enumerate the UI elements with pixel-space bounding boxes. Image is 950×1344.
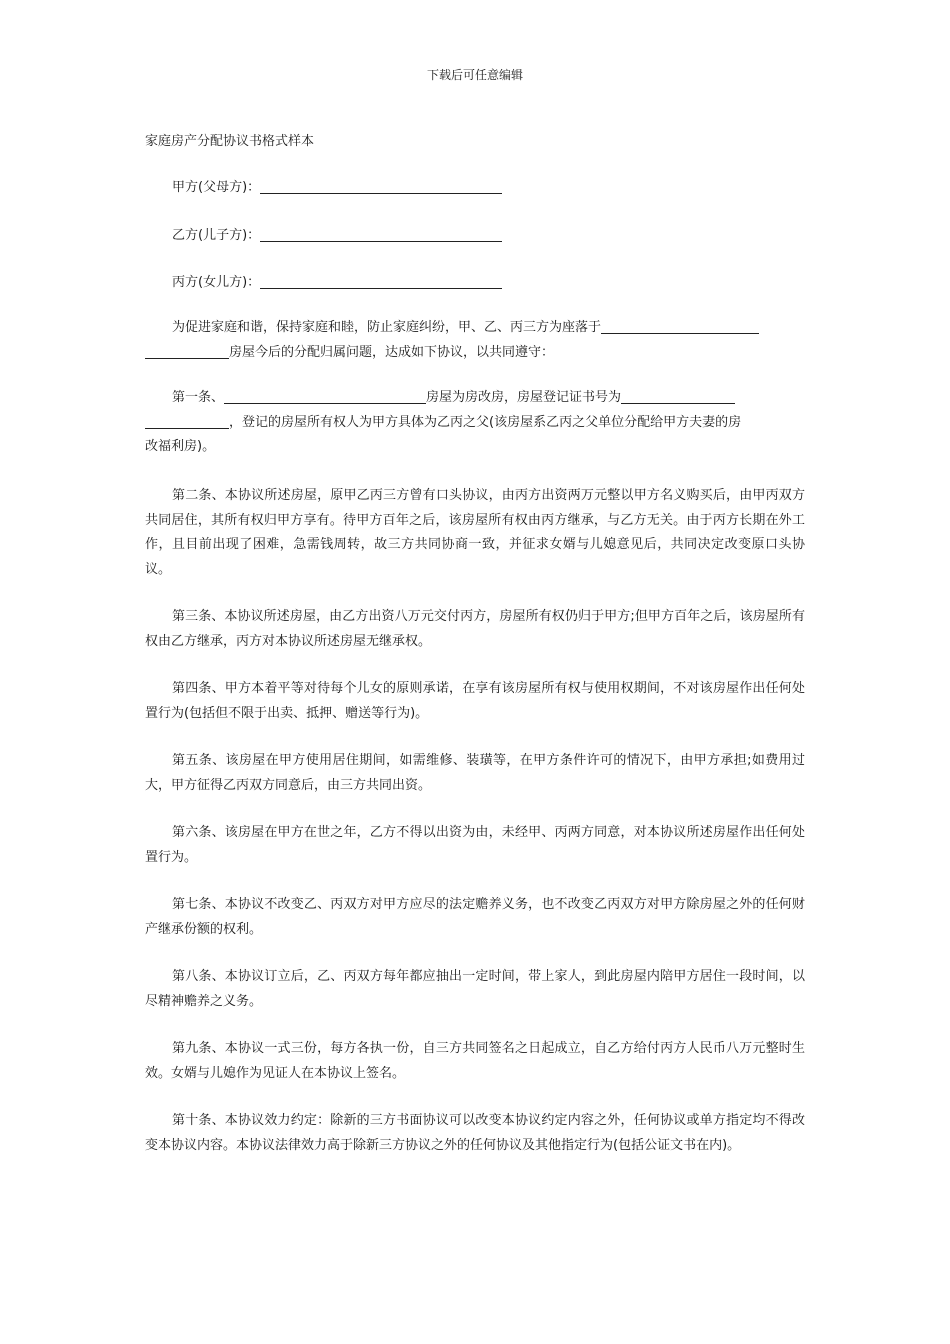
certificate-number-blank-cont[interactable]: [145, 414, 229, 429]
article-1-text-2: 改福利房)。: [145, 439, 216, 454]
preamble-text-1: 为促进家庭和谐，保持家庭和睦，防止家庭纠纷，甲、乙、丙三方为座落于: [172, 320, 602, 335]
party-a-line: [172, 176, 502, 195]
party-c-label: 丙方(女儿方)：: [172, 275, 261, 290]
article-4: 第四条、甲方本着平等对待每个儿女的原则承诺，在享有该房屋所有权与使用权期间，不对该房屋作出任何处置行为(包括但不限于出卖、抵押、赠送等行为)。: [145, 681, 805, 721]
party-c-line: [172, 271, 502, 290]
article-1: [145, 386, 825, 460]
article-1-mid: 房屋为房改房，房屋登记证书号为: [426, 390, 622, 405]
preamble: [145, 316, 825, 365]
certificate-number-blank[interactable]: [621, 389, 735, 404]
article-9: 第九条、本协议一式三份，每方各执一份，自三方共同签名之日起成立，自乙方给付丙方人民币八万元整时生效。女婿与儿媳作为见证人在本协议上签名。: [145, 1041, 805, 1081]
document-title: 家庭房产分配协议书格式样本: [145, 134, 315, 149]
article-8: 第八条、本协议订立后，乙、丙双方每年都应抽出一定时间，带上家人，到此房屋内陪甲方居住一段时间，以尽精神赡养之义务。: [145, 969, 805, 1009]
preamble-text-2: 房屋今后的分配归属问题，达成如下协议，以共同遵守：: [229, 344, 555, 360]
party-c-blank[interactable]: [260, 274, 502, 289]
party-b-blank[interactable]: [260, 227, 502, 242]
address-blank-cont[interactable]: [145, 344, 229, 359]
article-7: 第七条、本协议不改变乙、丙双方对甲方应尽的法定赡养义务，也不改变乙丙双方对甲方除房屋之外的任何财产继承份额的权利。: [145, 897, 805, 937]
article-3: 第三条、本协议所述房屋，由乙方出资八万元交付丙方，房屋所有权仍归于甲方;但甲方百年之后，该房屋所有权由乙方继承，丙方对本协议所述房屋无继承权。: [145, 609, 805, 649]
article-5: 第五条、该房屋在甲方使用居住期间，如需维修、装璜等，在甲方条件许可的情况下，由甲方承担;如费用过大，甲方征得乙丙双方同意后，由三方共同出资。: [145, 753, 805, 793]
house-address-blank[interactable]: [224, 389, 426, 404]
page-header: 下载后可任意编辑: [426, 68, 523, 82]
article-10: 第十条、本协议效力约定：除新的三方书面协议可以改变本协议约定内容之外，任何协议或单方指定均不得改变本协议内容。本协议法律效力高于除新三方协议之外的任何协议及其他指定行为(包括公证文书在内)。: [145, 1113, 805, 1153]
address-blank[interactable]: [601, 319, 759, 334]
party-b-line: [172, 224, 502, 243]
article-6: 第六条、该房屋在甲方在世之年，乙方不得以出资为由，未经甲、丙两方同意，对本协议所述房屋作出任何处置行为。: [145, 825, 805, 865]
party-a-label: 甲方(父母方)：: [172, 180, 261, 195]
article-1-prefix: 第一条、: [172, 390, 225, 405]
article-2: 第二条、本协议所述房屋，原甲乙丙三方曾有口头协议，由丙方出资两万元整以甲方名义购买后，由甲丙双方共同居住，其所有权归甲方享有。待甲方百年之后，该房屋所有权由丙方继承，与乙方无关。由于丙方长期在外工作，且目前出现了困难，急需钱周转，故三方共同协商一致，并征求女婿与儿媳意见后，共同决定改变原口头协议。: [145, 488, 805, 577]
article-1-text-1: ，登记的房屋所有权人为甲方具体为乙丙之父(该房屋系乙丙之父单位分配给甲方夫妻的房: [229, 414, 742, 430]
party-b-label: 乙方(儿子方)：: [172, 228, 261, 243]
party-a-blank[interactable]: [260, 179, 502, 194]
